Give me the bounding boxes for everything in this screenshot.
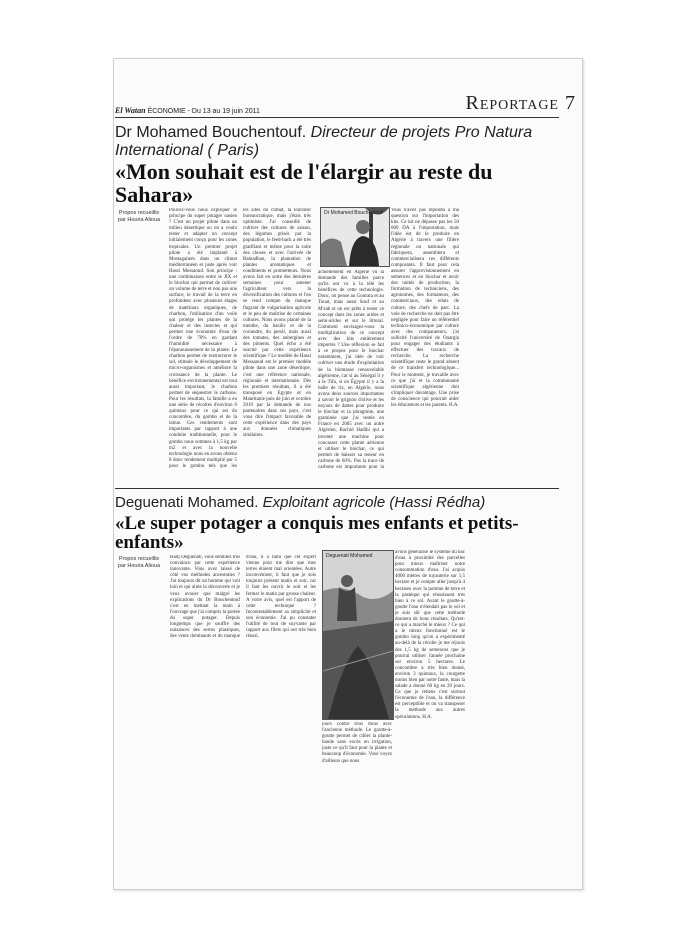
page-number: 7 bbox=[565, 92, 576, 114]
article2-name: Deguenati Mohamed. bbox=[115, 494, 259, 511]
article1-col2: les sites du climat, la lourdeur bureaucratique, mais j'étais très optimiste. J'ai conseillé de cultiver des cultures de saison, des légumes prisés par la population, le feed-back a été très gratifiant et même pour la suite des choses et avec l'arrivée de Ramadhan, la plantation de plantes aromatiques et condiments et prometteurs. Nous avons fait en sorte des dernières semaines pour amener l'agriculteur vers la diversification des cultures et l'on se rend compte du manque flagrant de vulgarisation agricole et le peu de maîtrise de certaines cultures. Nous avons planté de la menthe, du basilic et de la coriandre, du persil, mais aussi des tomates, des aubergines et des piments. Quel écho a été suscité par cette expérience scientifique ? Le modèle de Hassi Messaoud est le premier modèle pilote dans une zone désertique, c'est une référence nationale, régionale et internationale. Dès les premiers résultats, il a été transposé en Egypte et en Mauritanie puis de juin et octobre 2010 par la demande de nos partenaires dans ces pays, c'est vous dire l'impact favorable de cette expérience dans des pays aux données climatiques similaires. bbox=[243, 208, 311, 439]
article1-col3: actuellement en Algérie vu la demande des familles parce qu'ils ont vu à la télé les bénéfices de cette technologie. Donc, on pense au Gourara et au Touat, mais aussi Souf et au M'zab et on est prêts à tester ce concept dans les zones arides et semi-arides et sur le littoral. Comment envisagez-vous la multiplication de ce concept avec des kits entièrement importés ? Une réflexion se fait à ce propos pour le biochar notamment, j'ai idée de voir cultiver une étude d'exploitation de la biomasse renouvelable algérienne, car si au Sénégal il y a le Tifa, si en Égypte il y a la balle de riz, en Algérie, nous avons deux sources importantes à savoir le grignon d'olive et les noyaux de dattes pour produire le biochar et la phragmite, une graminée que j'ai testée en France en 2005 avec un autre Algérien, Rachid Hadibi qui a inventé une machine pour concasser cette plante aérienne et utiliser le biochar, ce qui permet de baisser sa teneur en carbone de 60%. Pas la trace de carbone est importante pour la bbox=[318, 270, 384, 470]
article2-col3: avons généralisé le système du bac d'eau à proximité des parcelles pour mieux maîtriser notre consommation d'eau. J'ai acquis 4000 mètres de tuyauterie sur 1,5 hectare et je compte aller jusqu'à 4 hectares avec la pomme de terre et la pastèque qui réussissent très bien à ce sol. Avant le goutte-à-goutte l'eau n'étendait pas le sol et je suis sûr que cette méthode donnera de bons résultats. Qu'est-ce qui a marché le mieux ? Ce qui a le mieux fonctionné est le gombo long qu'on a expérimenté au-delà de la récolte je me réjouis des 1,5 kg de semences que je pourrai utiliser l'année prochaine sur environ 5 hectares. Le concombre a très bien donné, environ 3 quintaux, la courgette moins bien par notre faute, mais la salade a donné 60 kg en 20 jours. Ce que je retiens c'est surtout l'économie de l'eau, la différence est perceptible et on va transposer la méthode aux autres spéculations. H.A. bbox=[395, 550, 465, 720]
article2-col2: jours contre trois mois avec l'ancienne méthode. Le goutte-à-goutte permet de cibler la plante-bande sans excès en irrigation, juste ce qu'il faut pour la plante et beaucoup d'économie. Vous voyez d'ailleurs que nous bbox=[322, 722, 392, 764]
article2-byline: Propos recueillis par Houria Alioua bbox=[117, 556, 161, 569]
rubric-label: Reportage bbox=[465, 92, 559, 114]
article2-photo-caption: Deguenati Mohamed bbox=[326, 553, 373, 559]
article2-kicker bbox=[115, 494, 555, 512]
masthead-paper: El Watan bbox=[115, 106, 146, 115]
article1-name: Dr Mohamed Bouchentouf. bbox=[115, 124, 307, 141]
article2-photo bbox=[322, 550, 394, 720]
article-divider bbox=[115, 488, 559, 489]
section-rubric bbox=[466, 92, 577, 115]
article2-role: Exploitant agricole (Hassi Rédha) bbox=[262, 494, 486, 511]
portrait-image bbox=[321, 208, 389, 266]
masthead-dates: - Du 13 au 19 juin 2011 bbox=[187, 108, 260, 115]
article1-col4: Vous n'avez pas répondu à ma question sur l'importation des kits. Ce kit ne dépasse pas les 50 000 DA à l'importation, mais l'idée est de le produire en Algérie à travers une filière régionale ou nationale qui fabriquera, assemblera et commercialisera ces différents composants. Il faut pour cela assurer l'approvisionnement en semences et en biochar et avoir des unités de production, la formation de techniciens, des agronomes, des formateurs, des commerciaux, des relais de culture, des chefs de parc. La voie de recherche ne doit pas être négligée pour faire un référentiel technico-économique par culture avec des comparateurs, j'ai sollicité l'université de Ouargla pour engager des étudiants à effectuer des travaux de recherche. La recherche scientifique reste le grand absent de ce transfert technologique... Pour le moment, je travaille avec ce que j'ai et la communauté scientifique algérienne doit s'impliquer davantage. Une prise de conscience qui pourrait aider les éducateurs et les parents. H.A. bbox=[391, 208, 459, 408]
article1-col1: Pouvez-vous nous expliquer le principe du super potager oasien ? C'est un projet pilote dans un milieu désertique ou on a voulu tester et adapter un concept initialement conçu pour les zones tropicales. Un premier projet pilote a été implanté à Mostaganem dans un climat méditerranéen et juste après voir Hassi Messaoud. Son principe : une combinaison entre le JIX et le biochar qui permet de cultiver un volume de terre et non pas une surface, le travail de la terre en profondeur avec plusieurs étages de matériaux organiques, de charbon, l'utilisation d'un voile qui protège les plantes de la chaleur et des insectes et qui permet une économie d'eau de l'ordre de 70% en gardant l'humidité nécessaire à l'épanouissement de la plante. Le charbon permet de restructurer le sol, stimule le développement de micro-organismes et améliore la croissance de la plante. Le bénéfice environnemental est tout aussi important, le charbon permet de séquestrer le carbone. Pour les résultats, la famille a eu une série de récoltes d'environ 6 quintaux pour ce qui est du concombre, du gombo et de la laitue. Ces rendements sont importants par rapport à une conduite traditionnelle, pour le gombo nous sommes à 1,5 kg par m2 et avec la nouvelle technologie nous en avons obtenu 8 donc rendement multiplié par 5 pour le gombo tels que les bbox=[169, 208, 237, 469]
article2-col1: Hadj Deguenati, vous semblez très convaincu par cette expérience innovante. Vous avez laissé de côté vos méthodes ancestrales ? J'ai toujours dit un homme qui voit loin et qui aime la découverte et je veux avouer que malgré les explications du Dr Bouchentouf c'est en mettant la main à l'ouvrage que j'ai compris la portée du super potager. Depuis longtemps que je souffre des nuisances des serres plastiques, des vents dominants et du manque d'eau, il a fallu que cet expert vienne pour me dire que mes terres étaient mal orientées. Autre inconvénient, il faut que je sois toujours présent matin et soir, car il faut les ouvrir le soir et les fermer le matin par grosse chaleur. A votre avis, quel est l'apport de cette technique ? Incontestablement sa simplicité et son économie. J'ai pu constater l'utilité de tout de suyvante par rapport aux filets qui ont très bien réussi. bbox=[170, 555, 316, 640]
masthead-section: ÉCONOMIE bbox=[147, 108, 186, 115]
top-rule bbox=[115, 117, 559, 118]
article2-headline: «Le super potager a conquis mes enfants et petits-enfants» bbox=[115, 513, 519, 553]
article1-kicker bbox=[115, 124, 555, 160]
garden-image bbox=[323, 551, 393, 719]
article1-photo-caption: Dr Mohamed Bouchentouf bbox=[324, 210, 383, 216]
article1-headline: «Mon souhait est de l'élargir au reste du Sahara» bbox=[115, 159, 493, 207]
article1-byline: Propos recueillis par Houria Alioua bbox=[117, 210, 161, 223]
article1-role: Directeur de projets Pro Natura International ( Paris) bbox=[115, 124, 533, 159]
masthead bbox=[115, 106, 260, 115]
article1-photo bbox=[320, 207, 390, 267]
